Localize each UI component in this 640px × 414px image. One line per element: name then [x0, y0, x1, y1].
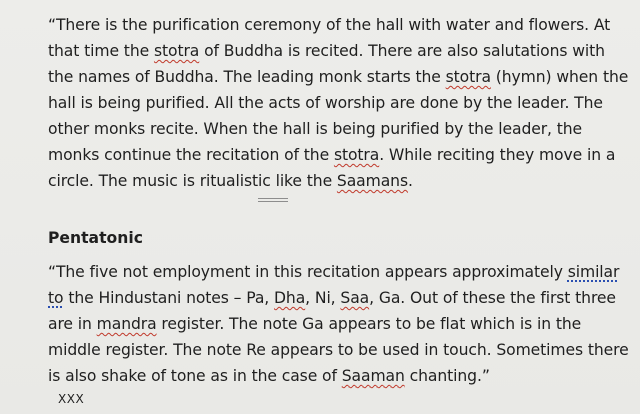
text-run: , Ga. Out of these the first three are in — [48, 289, 616, 333]
text-run: . While reciting they move in a circle. The music is ritualistic like the — [48, 146, 616, 190]
text-run: “The five not employment in this recitation appears approximately — [48, 263, 568, 281]
text-run: (hymn) when the hall is being purified. All the acts of worship are done by the leader. The other monks recite. When the hall is being purified by the leader, the monks continue the recitation of the — [48, 68, 629, 164]
section-heading: Pentatonic — [48, 229, 143, 247]
grammar-flagged-phrase[interactable]: similar to — [48, 263, 620, 307]
text-run: the Hindustani notes – Pa, — [63, 289, 275, 307]
misspelled-word[interactable]: stotra — [333, 146, 380, 164]
misspelled-word[interactable]: Saaman — [341, 367, 405, 385]
quote-paragraph-pentatonic — [48, 259, 634, 389]
text-run: chanting.” — [404, 367, 490, 385]
text-run: register. The note Ga appears to be flat which is in the middle register. The note Re appears to be used in touch. Sometimes there is also shake of tone as in the case of — [48, 315, 629, 385]
text-run: . — [408, 172, 413, 190]
quote-paragraph-purification — [48, 12, 634, 194]
misspelled-word[interactable]: mandra — [96, 315, 157, 333]
misspelled-word[interactable]: Saa — [340, 289, 370, 307]
misspelled-word[interactable]: Dha — [274, 289, 306, 307]
text-run: of Buddha is recited. There are also salutations with the names of Buddha. The leading monk starts the — [48, 42, 605, 86]
misspelled-word[interactable]: stotra — [153, 42, 200, 60]
misspelled-word[interactable]: stotra — [445, 68, 491, 86]
footer-placeholder-text: XXX — [58, 392, 85, 406]
misspelled-word[interactable]: Saamans — [336, 172, 408, 190]
section-divider — [258, 198, 288, 204]
text-run: “There is the purification ceremony of the hall with water and flowers. At that time the — [48, 16, 611, 60]
text-run: , Ni, — [305, 289, 341, 307]
